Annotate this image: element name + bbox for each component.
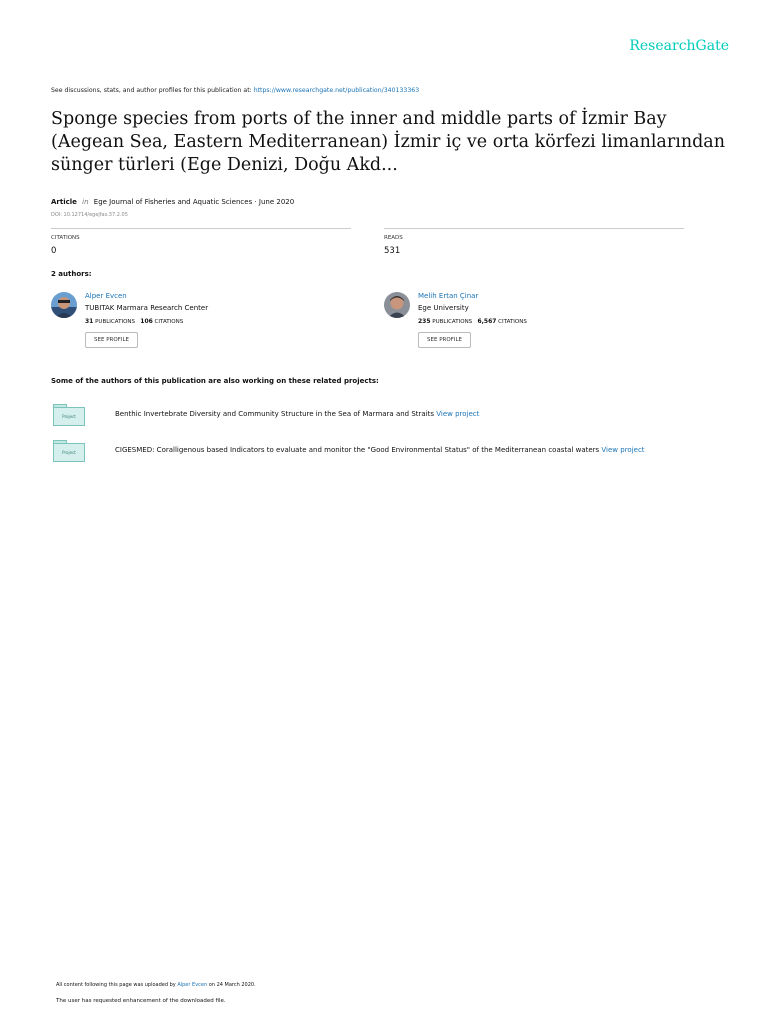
citations-value: 0: [51, 246, 57, 256]
author-stats: [85, 318, 208, 325]
project-text: CIGESMED: Coralligenous based Indicators to evaluate and monitor the "Good Environmental Status" of the Mediterranean coastal waters: [115, 446, 600, 454]
author-citations-count: 106: [140, 318, 153, 325]
project-folder-icon: [53, 404, 85, 426]
project-icon-label: Project: [53, 407, 85, 426]
project-icon-label: Project: [53, 443, 85, 462]
upload-suffix: on 24 March 2020.: [207, 982, 256, 988]
publications-label: PUBLICATIONS: [432, 319, 473, 325]
publication-url-link[interactable]: https://www.researchgate.net/publication/340133363: [253, 87, 420, 94]
project-text: Benthic Invertebrate Diversity and Community Structure in the Sea of Marmara and Straits: [115, 410, 435, 418]
author-publications-count: 235: [418, 318, 431, 325]
see-profile-button[interactable]: SEE PROFILE: [418, 332, 471, 348]
author-institution: Ege University: [418, 304, 469, 312]
publications-label: PUBLICATIONS: [95, 319, 136, 325]
enhancement-note: The user has requested enhancement of the downloaded file.: [56, 998, 226, 1004]
author-name-link[interactable]: Alper Evcen: [85, 292, 127, 300]
author-citations-count: 6,567: [477, 318, 497, 325]
publication-type: Article: [51, 198, 77, 206]
publication-meta: [51, 198, 294, 206]
view-project-link[interactable]: View project: [601, 446, 645, 454]
discussion-prefix: See discussions, stats, and author profiles for this publication at:: [51, 87, 254, 94]
citations-stat: [51, 228, 351, 256]
author-publications-count: 31: [85, 318, 94, 325]
author-stats: [418, 318, 527, 325]
in-word: in: [82, 198, 89, 206]
reads-stat: [384, 228, 684, 256]
project-folder-icon: [53, 440, 85, 462]
authors-heading: 2 authors:: [51, 270, 92, 278]
citations-label: CITATIONS: [154, 319, 184, 325]
project-item: [51, 402, 691, 428]
avatar[interactable]: [384, 292, 410, 318]
reads-value: 531: [384, 246, 401, 256]
researchgate-logo[interactable]: ResearchGate: [629, 38, 729, 54]
project-item: [51, 438, 691, 464]
author-institution: TUBITAK Marmara Research Center: [85, 304, 209, 312]
discussion-line: [51, 87, 419, 94]
view-project-link[interactable]: View project: [436, 410, 480, 418]
reads-label: READS: [384, 235, 403, 241]
publication-title: Sponge species from ports of the inner and middle parts of İzmir Bay (Aegean Sea, Eastern Mediterranean) İzmir iç ve orta körfezi limanlarından sünger türleri (Ege Denizi, Doğu Akd...: [51, 109, 726, 175]
avatar[interactable]: [51, 292, 77, 318]
citations-label: CITATIONS: [498, 319, 527, 325]
upload-note: [56, 982, 256, 988]
journal-info: Ege Journal of Fisheries and Aquatic Sciences · June 2020: [93, 198, 295, 206]
author-name-link[interactable]: Melih Ertan Çinar: [418, 292, 479, 300]
upload-prefix: All content following this page was uploaded by: [56, 982, 178, 988]
project-description: [115, 410, 479, 418]
citations-label: CITATIONS: [51, 235, 80, 241]
uploader-link[interactable]: Alper Evcen: [177, 982, 208, 988]
see-profile-button[interactable]: SEE PROFILE: [85, 332, 138, 348]
publication-doi: DOI: 10.12714/egejfas.37.2.05: [51, 212, 128, 218]
related-projects-heading: Some of the authors of this publication are also working on these related projects:: [51, 377, 379, 385]
project-description: [115, 446, 645, 454]
